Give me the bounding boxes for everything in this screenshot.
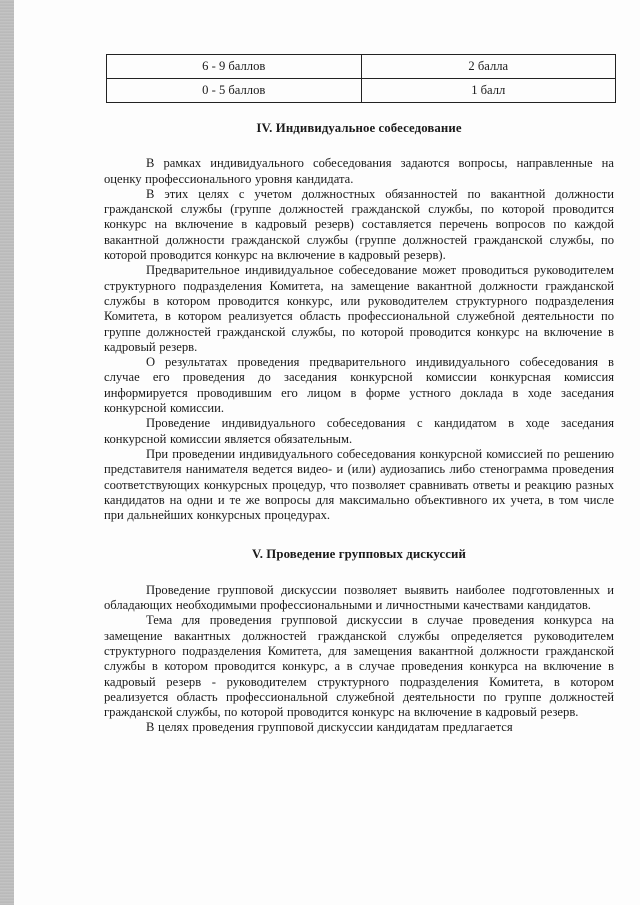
paragraph: В этих целях с учетом должностных обязанностей по вакантной должности гражданской службы (группе должностей гражданской службы, по которой проводится конкурс на включение в кадровый резерв) составляется перечень вопросов по каждой вакантной должности гражданской службы (группе должностей гражданской службы, по которой проводится конкурс на включение в кадровый резерв).	[104, 186, 614, 263]
table-row	[107, 79, 616, 103]
score-value-cell: 2 балла	[361, 55, 616, 79]
paragraph: Предварительное индивидуальное собеседование может проводиться руководителем структурного подразделения Комитета, на замещение вакантной должности гражданской службы в котором проводится конкурс, или руководителем структурного подразделения Комитета, в котором реализуется область профессиональной служебной деятельности по группе должностей гражданской службы, по которой проводится конкурс на включение в кадровый резерв.	[104, 263, 614, 354]
score-range-cell: 0 - 5 баллов	[107, 79, 362, 103]
paragraph: О результатах проведения предварительного индивидуального собеседования в случае его проведения до заседания конкурсной комиссии конкурсная комиссия информируется проводившим его лицом в форме устного доклада в ходе заседания конкурсной комиссии.	[104, 355, 614, 416]
score-value-cell: 1 балл	[361, 79, 616, 103]
paragraph: В целях проведения групповой дискуссии кандидатам предлагается	[146, 720, 513, 735]
paragraph: При проведении индивидуального собеседования конкурсной комиссией по решению представителя нанимателя ведется видео- и (или) аудиозапись либо стенограмма проведения соответствующих конкурсных процедур, что позволяет сравнивать ответы и реакцию разных кандидатов на одни и те же вопросы для максимально объективного их учета, в том числе при дальнейших конкурсных процедурах.	[104, 446, 614, 523]
section-4-title: IV. Индивидуальное собеседование	[256, 121, 462, 135]
score-range-cell: 6 - 9 баллов	[107, 55, 362, 79]
paragraph: Проведение групповой дискуссии позволяет выявить наиболее подготовленных и обладающих необходимыми профессиональными и личностными качествами кандидатов.	[104, 582, 614, 613]
table-row	[107, 55, 616, 79]
scan-edge-artifact	[0, 0, 14, 905]
paragraph: Проведение индивидуального собеседования с кандидатом в ходе заседания конкурсной комиссии является обязательным.	[104, 416, 614, 446]
document-page	[104, 54, 614, 736]
paragraph: Тема для проведения групповой дискуссии в случае проведения конкурса на замещение вакантных должностей гражданской службы определяется руководителем структурного подразделения Комитета, для замещения вакантной должности гражданской службы в котором проводится конкурс, а в случае проведения конкурса на включение в кадровый резерв - руководителем структурного подразделения Комитета, в котором реализуется область профессиональной служебной деятельности по группе должностей гражданской службы, по которой проводится конкурс на включение в кадровый резерв.	[104, 613, 614, 720]
section-5-title: V. Проведение групповых дискуссий	[252, 547, 466, 562]
paragraph: В рамках индивидуального собеседования задаются вопросы, направленные на оценку профессионального уровня кандидата.	[104, 156, 614, 186]
score-table	[106, 54, 616, 103]
